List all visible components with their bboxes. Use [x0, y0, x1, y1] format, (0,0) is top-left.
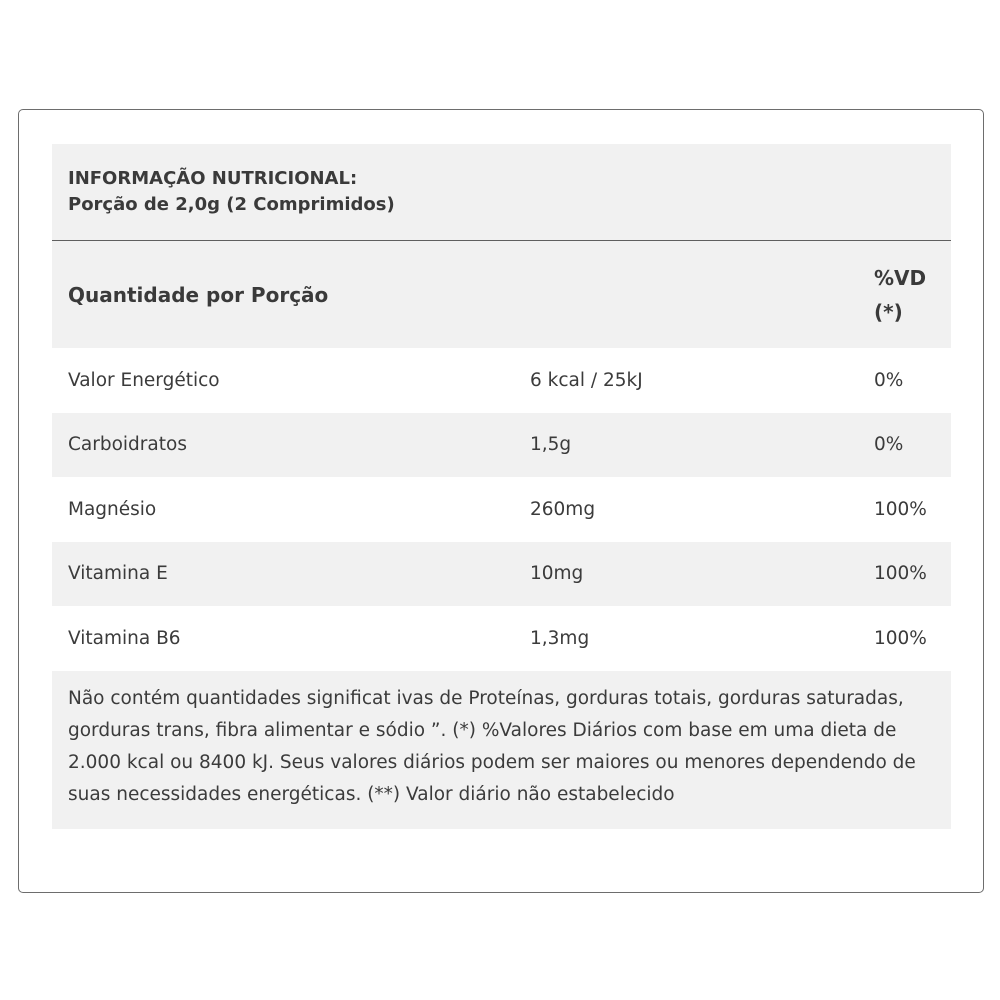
table-row: [52, 477, 951, 542]
table-row: [52, 606, 951, 671]
nutrient-vd: 100%: [874, 498, 927, 520]
nutrient-amount: 1,5g: [530, 434, 572, 456]
table-row: [52, 542, 951, 607]
nutrition-title: INFORMAÇÃO NUTRICIONAL:: [68, 168, 358, 189]
nutrient-vd: 0%: [874, 369, 904, 391]
vd-header-line2: (*): [874, 299, 903, 324]
nutrient-vd: 100%: [874, 627, 927, 649]
table-row: [52, 413, 951, 478]
portion-size: Porção de 2,0g (2 Comprimidos): [68, 194, 395, 215]
vd-header-line1: %VD: [874, 265, 927, 290]
nutrient-amount: 260mg: [530, 498, 596, 520]
nutrition-card: [18, 109, 984, 893]
nutrient-vd: 0%: [874, 434, 904, 456]
quantity-header: Quantidade por Porção: [68, 282, 329, 307]
nutrient-amount: 6 kcal / 25kJ: [530, 369, 643, 391]
table-row: [52, 348, 951, 413]
nutrient-name: Magnésio: [68, 498, 157, 520]
footnote: Não contém quantidades significat ivas de Proteínas, gorduras totais, gorduras saturadas, gorduras trans, fibra alimentar e sódio ”. (*) %Valores Diários com base em uma dieta de 2.000 kcal ou 8400 kJ. Seus valores diários podem ser maiores ou menores dependendo de suas necessidades energéticas. (**) Valor diário não estabelecido: [52, 671, 951, 829]
nutrient-name: Valor Energético: [68, 369, 220, 391]
nutrient-vd: 100%: [874, 563, 927, 585]
nutrient-name: Carboidratos: [68, 434, 187, 456]
nutrient-amount: 1,3mg: [530, 627, 590, 649]
table-header: [52, 144, 951, 241]
column-header-row: [52, 241, 951, 348]
nutrient-name: Vitamina B6: [68, 627, 181, 649]
nutrition-table: [52, 144, 951, 829]
nutrient-name: Vitamina E: [68, 563, 168, 585]
vd-header: [874, 261, 951, 329]
nutrient-amount: 10mg: [530, 563, 584, 585]
